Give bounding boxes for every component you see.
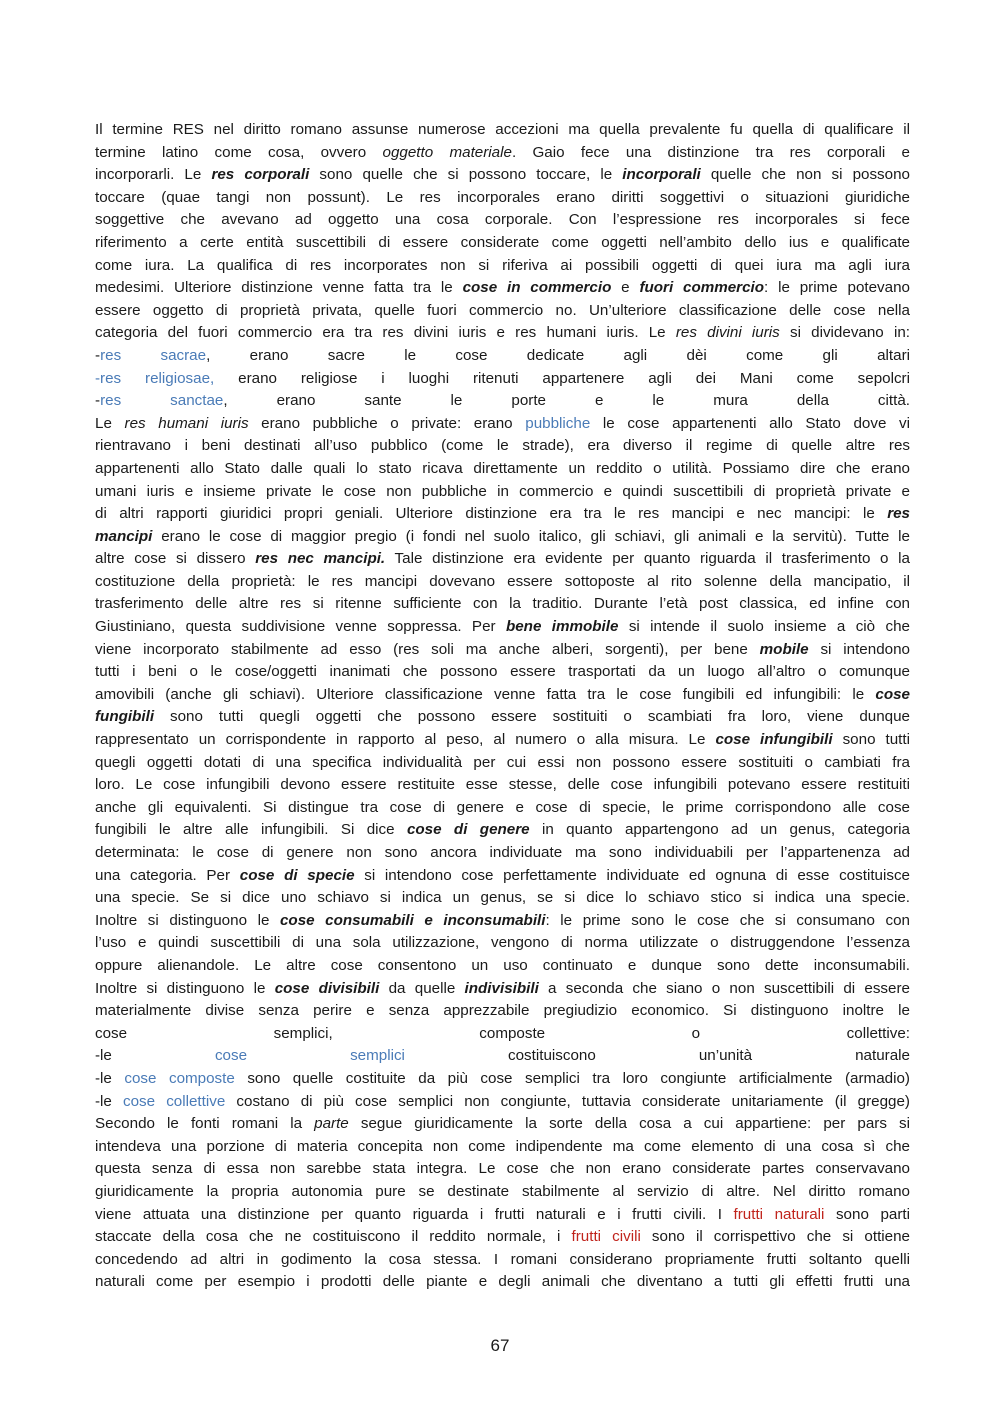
text-line — [95, 1000, 910, 1023]
text-run: umani iuris e insieme private le cose non pubbliche in commercio e quindi suscettibili di proprietà private e — [95, 482, 910, 500]
text-line — [95, 1226, 910, 1249]
text-line — [95, 368, 910, 391]
emphasized-term: oggetto materiale — [382, 143, 512, 161]
text-line — [95, 548, 910, 571]
emphasized-term: cose in commercio — [462, 279, 612, 297]
text-line — [95, 277, 910, 300]
text-run: staccate della cosa che ne costituiscono il reddito normale, i — [95, 1228, 572, 1246]
text-run: Inoltre si distinguono le — [95, 979, 275, 997]
emphasized-term: cose di genere — [406, 821, 530, 839]
emphasized-term: indivisibili — [464, 979, 539, 997]
text-line — [95, 593, 910, 616]
text-line — [95, 661, 910, 684]
text-run: , erano sacre le cose dedicate agli dèi come gli altari — [206, 346, 910, 364]
highlighted-term: cose composte — [124, 1069, 235, 1087]
emphasized-term: cose consumabili e inconsumabili — [279, 911, 546, 929]
highlighted-term: cose collettive — [123, 1092, 226, 1110]
text-run: quelle che non si possono — [700, 166, 910, 184]
text-run: sono il corrispettivo che si ottiene — [640, 1228, 910, 1246]
text-run: Inoltre si distinguono le — [95, 911, 280, 929]
text-line — [95, 1045, 910, 1068]
text-run: si dividevano in: — [779, 324, 910, 342]
text-line — [95, 797, 910, 820]
text-run: quegli oggetti dotati di una specifica individualità per cui essi non possono essere sostituiti o cambiati fra — [95, 753, 910, 771]
emphasized-term: cose di specie — [239, 866, 355, 884]
text-line — [95, 1204, 910, 1227]
emphasized-term: bene immobile — [505, 618, 619, 636]
text-run: Le — [95, 414, 125, 432]
text-run: determinata: le cose di genere non sono ancora individuate ma sono individuabili per l’appartenenza ad — [95, 844, 910, 861]
text-line — [95, 164, 910, 187]
text-run: sono tutti quegli oggetti che possono essere sostituiti o scambiati fra loro, viene dunque — [154, 708, 910, 726]
text-line — [95, 1023, 910, 1046]
text-run: sono quelle costituite da più cose semplici tra loro congiunte artificialmente (armadio) — [234, 1069, 910, 1087]
highlighted-term: frutti civili — [571, 1228, 641, 1246]
text-line — [95, 458, 910, 481]
text-line — [95, 1271, 910, 1294]
text-run: rientravano i beni destinati all’uso pubblico (come le strade), era diverso il regime di quelle altre res — [95, 437, 910, 455]
text-run: viene incorporato stabilmente ad esso (res soli ma anche alberi, sorgenti), per bene — [95, 640, 760, 658]
text-line — [95, 752, 910, 775]
text-line — [95, 503, 910, 526]
text-run: Giustiniano, questa suddivisione venne soppressa. Per — [95, 618, 506, 636]
text-line — [95, 1181, 910, 1204]
text-run: si intendono — [808, 640, 910, 658]
text-line — [95, 413, 910, 436]
text-run: loro. Le cose infungibili devono essere restituite esse stesse, delle cose infungibili potevano essere restituiti — [95, 776, 910, 794]
text-run: erano le cose di maggior pregio (i fondi nel suolo italico, gli schiavi, gli animali e la servitù). Tutte le — [152, 527, 910, 545]
text-run: costituiscono un’unità naturale — [404, 1047, 910, 1065]
text-run: costituzione della proprietà: le res mancipi dovevano essere sottoposte al rito solenne della mancipatio, il — [95, 572, 910, 590]
text-line — [95, 142, 910, 165]
emphasized-term: mancipi — [95, 527, 153, 545]
text-line — [95, 1091, 910, 1114]
text-run: da quelle — [379, 979, 465, 997]
text-run: naturali come per esempio i prodotti delle piante e degli animali che diventano a tutti gli effetti frutti una — [95, 1273, 910, 1291]
text-line — [95, 1113, 910, 1136]
text-line — [95, 300, 910, 323]
text-run: erano pubbliche o private: erano — [248, 414, 526, 432]
highlighted-term: pubbliche — [525, 414, 591, 432]
text-run: anche gli equivalenti. Si distingue tra cose di genere e cose di specie, le prime corrispondono alle cose — [95, 798, 910, 816]
text-run: si intende il suolo insieme a ciò che — [618, 618, 910, 636]
text-run: appartenenti allo Stato dalle quali lo stato ricava direttamente un reddito o utilità. Possiamo dire che erano — [95, 459, 910, 477]
text-run: l’uso e quindi suscettibili di una sola utilizzazione, vengono di norma utilizzate o distruggendone l’essenza — [95, 934, 910, 952]
emphasized-term: cose infungibili — [715, 731, 833, 749]
text-line — [95, 571, 910, 594]
text-run: in quanto appartengono ad un genus, categoria — [529, 821, 910, 839]
text-run: sono parti — [824, 1205, 910, 1223]
text-run: giuridicamente la propria autonomia pure se destinate stabilmente al servizio di altre. Nel diritto romano — [95, 1182, 910, 1200]
highlighted-term: frutti naturali — [733, 1205, 825, 1223]
emphasized-term: cose — [875, 685, 910, 703]
text-run: una specie. Se si dice uno schiavo si indica un genus, se si dice lo schiavo stico si indica una specie. — [95, 889, 910, 907]
text-run: Tale distinzione era evidente per quanto riguarda il trasferimento o la — [385, 550, 910, 568]
text-line — [95, 435, 910, 458]
text-line — [95, 616, 910, 639]
text-run: : le prime sono le cose che si consumano con — [545, 911, 910, 929]
text-run: - — [95, 392, 101, 410]
text-run: tutti i beni o le cose/oggetti inanimati che possono essere trasportati da un luogo all’altro o comunque — [95, 663, 910, 681]
emphasized-term: res — [887, 505, 910, 523]
text-run: intendeva una porzione di materia concepita non come indipendente ma come elemento di una cosa sì che — [95, 1137, 910, 1155]
emphasized-term: fuori commercio — [639, 279, 765, 297]
text-line — [95, 729, 910, 752]
text-line — [95, 209, 910, 232]
text-run: Secondo le fonti romani la — [95, 1115, 315, 1133]
text-line — [95, 1136, 910, 1159]
text-line — [95, 819, 910, 842]
text-run: medesimi. Ulteriore distinzione venne fatta tra le — [95, 279, 463, 297]
highlighted-term: res sanctae — [100, 392, 224, 410]
text-run: essere oggetto di proprietà privata, quelle fuori commercio no. Un’ulteriore classificazione delle cose nella — [95, 301, 910, 319]
text-line — [95, 684, 910, 707]
text-run: -le — [95, 1047, 215, 1065]
text-run: toccare (quae tangi non possunt). Le res incorporales erano diritti soggettivi o situazioni giuridiche — [95, 188, 910, 206]
text-run: sono tutti — [832, 731, 910, 749]
text-run: incorporarli. Le — [95, 166, 212, 184]
text-line — [95, 910, 910, 933]
text-run: si intendono cose perfettamente individuate ed ognuna di esse costituisce — [354, 866, 910, 884]
text-line — [95, 932, 910, 955]
text-line — [95, 1068, 910, 1091]
text-run: materialmente divise senza perire e senza apprezzabile pregiudizio economico. Si distinguono inoltre le — [95, 1002, 910, 1020]
text-line — [95, 978, 910, 1001]
text-line — [95, 865, 910, 888]
text-run: segue giuridicamente la sorte della cosa a cui appartiene: per pars si — [348, 1115, 910, 1133]
emphasized-term: res nec mancipi. — [255, 550, 386, 568]
text-run: come iura. La qualifica di res incorporates non si riferiva ai possibili oggetti di quei iura ma agli iura — [95, 256, 910, 274]
page-number: 67 — [490, 1336, 510, 1355]
text-run: , erano sante le porte e le mura della città. — [223, 392, 910, 410]
text-run: riferimento a certe entità suscettibili di essere considerate come oggetti nell’ambito dello ius e qualificate — [95, 233, 910, 251]
text-line — [95, 119, 910, 142]
emphasized-term: res humani iuris — [124, 414, 249, 432]
text-line — [95, 842, 910, 865]
text-run: questa senza di essa non sarebbe stata integra. Le cose che non erano considerate partes conservavano — [95, 1160, 910, 1178]
text-run: viene attuata una distinzione per quanto riguarda i frutti naturali e i frutti civili. I — [95, 1205, 734, 1223]
highlighted-term: cose semplici — [214, 1047, 405, 1065]
emphasized-term: cose divisibili — [274, 979, 380, 997]
text-run: a seconda che siano o non suscettibili di essere — [538, 979, 910, 997]
highlighted-term: res sacrae — [100, 346, 207, 364]
text-run: cose semplici, composte o collettive: — [95, 1024, 910, 1042]
text-line — [95, 322, 910, 345]
text-run: . Gaio fece una distinzione tra res corporali e — [511, 143, 910, 161]
text-run: rappresentato un corrispondente in rapporto al peso, al numero o alla misura. Le — [95, 731, 716, 749]
text-line — [95, 526, 910, 549]
emphasized-term: fungibili — [95, 708, 155, 726]
text-run: le cose appartenenti allo Stato dove vi — [590, 414, 910, 432]
emphasized-term: res divini iuris — [675, 324, 780, 342]
text-run: - — [95, 346, 101, 364]
text-run: di altri rapporti giuridici propri geniali. Ulteriore distinzione era tra le res mancipi e nec mancipi: le — [95, 505, 888, 523]
text-line — [95, 390, 910, 413]
text-run: -le — [95, 1069, 125, 1087]
text-run: erano religiose i luoghi ritenuti appartenere agli dei Mani come sepolcri — [214, 369, 910, 387]
text-run: amovibili (anche gli schiavi). Ulteriore classificazione venne fatta tra le cose fungibili ed infungibili: le — [95, 685, 876, 703]
text-line — [95, 1158, 910, 1181]
text-line — [95, 232, 910, 255]
emphasized-term: res corporali — [211, 166, 310, 184]
text-run: una categoria. Per — [95, 866, 240, 884]
text-run: trasferimento delle altre res si ritenne sufficiente con la traditio. Durante l’età post classica, ed infine con — [95, 595, 910, 613]
text-line — [95, 706, 910, 729]
text-line — [95, 481, 910, 504]
text-run: : le prime potevano — [764, 279, 910, 297]
text-line — [95, 887, 910, 910]
emphasized-term: incorporali — [622, 166, 701, 184]
text-line — [95, 639, 910, 662]
text-run: termine latino come cosa, ovvero — [95, 143, 383, 161]
text-line — [95, 187, 910, 210]
text-run: oppure alienandole. Le altre cose consentono un uso continuato e dunque sono dette inconsumabili. — [95, 956, 910, 974]
text-line — [95, 255, 910, 278]
text-line — [95, 774, 910, 797]
text-run: categoria del fuori commercio era tra res divini iuris e res humani iuris. Le — [95, 324, 676, 342]
emphasized-term: parte — [314, 1115, 349, 1133]
text-line — [95, 345, 910, 368]
text-line — [95, 1249, 910, 1272]
text-run: fungibili le altre alle infungibili. Si dice — [95, 821, 407, 839]
text-run: soggettive che avevano ad oggetto una cosa corporale. Con l’espressione res incorporales si fece — [95, 211, 910, 229]
text-run: e — [611, 279, 640, 297]
text-run: sono quelle che si possono toccare, le — [309, 166, 623, 184]
text-line — [95, 955, 910, 978]
text-run: -le — [95, 1092, 123, 1110]
text-run: concedendo ad altri in godimento la cosa stessa. I romani considerano propriamente frutti soltanto quelli — [95, 1250, 910, 1268]
text-run: altre cose si dissero — [95, 550, 256, 568]
body-text — [95, 119, 910, 1294]
text-run: costano di più cose semplici non congiunte, tuttavia considerate unitariamente (il gregge) — [225, 1092, 910, 1110]
text-run: Il termine RES nel diritto romano assunse numerose accezioni ma quella prevalente fu quella di qualificare il — [95, 121, 910, 138]
emphasized-term: mobile — [759, 640, 809, 658]
highlighted-term: -res religiosae, — [95, 369, 215, 387]
